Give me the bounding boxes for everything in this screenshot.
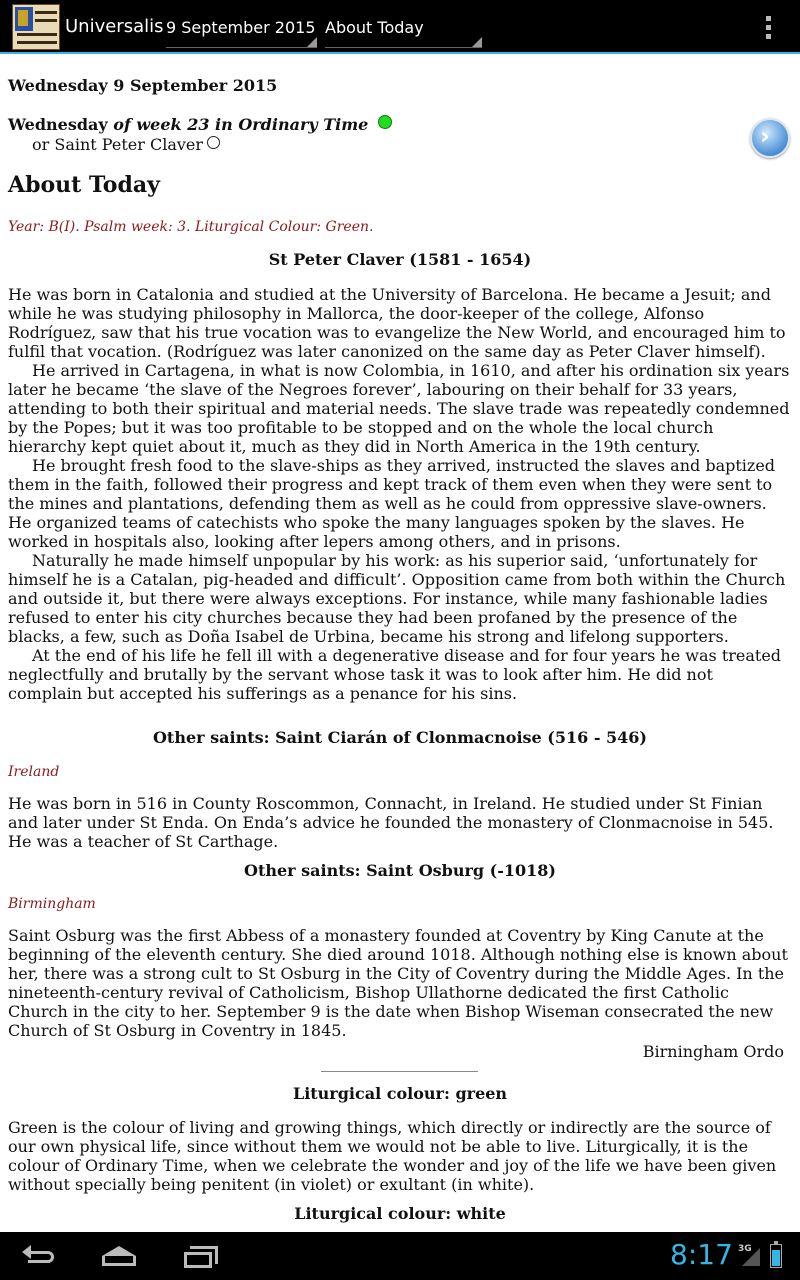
green-colour-text (8, 1118, 792, 1194)
osburg-title: Other saints: Saint Osburg (-1018) (244, 861, 556, 880)
ciaran-title: Other saints: Saint Ciarán of Clonmacnoise (516 - 546) (152, 728, 647, 747)
paragraph: Green is the colour of living and growing things, which directly or indirectly are the source of our own physical life, since without them we would not be able to live. Liturgically, it is the colour of Ordinary Time, when we celebrate the wonder and joy of the life we have been given without specially being penitent (in violet) or exultant (in white). (8, 1118, 777, 1194)
claver-text (8, 285, 792, 703)
alternative-label: or Saint Peter Claver (32, 135, 204, 154)
ciaran-text (8, 794, 792, 851)
date-spinner[interactable] (166, 0, 317, 52)
ciaran-place: Ireland (8, 764, 60, 780)
claver-title: St Peter Claver (1581 - 1654) (268, 250, 532, 269)
universalis-logo-icon[interactable] (12, 4, 60, 50)
paragraph: He was born in Catalonia and studied at the University of Barcelona. He became a Jesuit; and while he was studying philosophy in Mallorca, the door-keeper of the college, Alfonso Rodríguez, saw that his true vocation was to evangelize the New World, and encouraged him to fulfil that vocation. (Rodríguez was later canonized on the same day as Peter Claver himself). (8, 285, 786, 361)
overflow-menu-icon[interactable] (762, 16, 774, 40)
date-spinner-label: 9 September 2015 (166, 18, 316, 37)
back-icon[interactable] (22, 1242, 58, 1270)
action-bar-divider (0, 52, 800, 54)
date-heading: Wednesday 9 September 2015 (8, 76, 278, 95)
celebration-week: of week 23 in Ordinary Time (113, 115, 369, 134)
recent-apps-icon[interactable] (182, 1242, 222, 1270)
paragraph: He was born in 516 in County Roscommon, Connacht, in Ireland. He studied under St Finian and later under St Enda. On Enda’s advice he founded the monastery of Clonmacnoise in 545. He was a teacher of St Carthage. (8, 794, 774, 851)
celebration-title (8, 115, 392, 134)
page-spinner-label: About Today (325, 18, 424, 37)
battery-icon (770, 1244, 782, 1268)
celebration-day: Wednesday (8, 115, 108, 134)
paragraph: At the end of his life he fell ill with a degenerative disease and for four years he was treated neglectfully and brutally by the servant whose task it was to look after him. He did not complain but accepted his sufferings as a penance for his sins. (8, 646, 782, 703)
dropdown-corner-icon (307, 37, 317, 47)
year-info: Year: B(I). Psalm week: 3. Liturgical Colour: Green. (8, 219, 374, 235)
source-citation: Birningham Ordo (642, 1042, 784, 1061)
osburg-place: Birmingham (8, 896, 96, 912)
dropdown-corner-icon (472, 37, 482, 47)
navigation-bar (0, 1232, 800, 1280)
paragraph: He brought fresh food to the slave-ships as they arrived, instructed the slaves and baptized them in the faith, followed their progress and kept track of them even when they were sent to the mines and plantations, defending them as well as he could from oppressive slave-owners. He organized teams of catechists who spoke the many languages spoken by the slaves. He worked in hospitals also, looking after lepers among others, and in prisons. (8, 456, 776, 551)
paragraph: He arrived in Cartagena, in what is now Colombia, in 1610, and after his ordination six years later he became ‘the slave of the Negroes forever’, labouring on their behalf for 33 years, attending to both their spiritual and material needs. The slave trade was repeatedly condemned by the Popes; but it was too profitable to be stopped and on the whole the local church hierarchy kept quiet about it, much as they did in North America in the 19th century. (8, 361, 790, 456)
white-colour-title: Liturgical colour: white (294, 1204, 506, 1223)
paragraph: Saint Osburg was the first Abbess of a monastery founded at Coventry by King Canute at the beginning of the eleventh century. She died around 1018. Although nothing else is known about her, there was a strong cult to St Osburg in the City of Coventry during the Middle Ages. In the nineteenth-century revival of Catholicism, Bishop Ullathorne dedicated the first Catholic Church in the city to her. September 9 is the date when Bishop Wiseman consecrated the new Church of St Osburg in Coventry in 1845. (8, 926, 788, 1040)
white-colour-dot-icon (207, 136, 220, 149)
section-divider (321, 1071, 478, 1072)
signal-icon (738, 1244, 762, 1268)
page-spinner[interactable] (325, 0, 482, 52)
status-clock: 8:17 (670, 1238, 733, 1271)
next-arrow-button[interactable] (750, 118, 790, 158)
green-colour-title: Liturgical colour: green (292, 1084, 508, 1103)
paragraph: Naturally he made himself unpopular by his work: as his superior said, ‘unfortunately for himself he is a Catalan, pig-headed and difficult’. Opposition came from both within the Church and outside it, but there were always exceptions. For instance, while many fashionable ladies refused to enter his city churches because they had been profaned by the presence of the blacks, a few, such as Doña Isabel de Urbina, became his strong and lifelong supporters. (8, 551, 786, 646)
app-title[interactable]: Universalis (65, 16, 164, 37)
page-title: About Today (8, 172, 160, 198)
liturgical-colour-dot-icon (378, 115, 392, 129)
osburg-text (8, 926, 792, 1040)
action-bar (0, 0, 800, 54)
chevron-right-icon: › (760, 122, 770, 150)
home-icon[interactable] (100, 1242, 140, 1270)
alternative-celebration[interactable] (32, 135, 220, 154)
network-type: 3G (738, 1244, 752, 1254)
